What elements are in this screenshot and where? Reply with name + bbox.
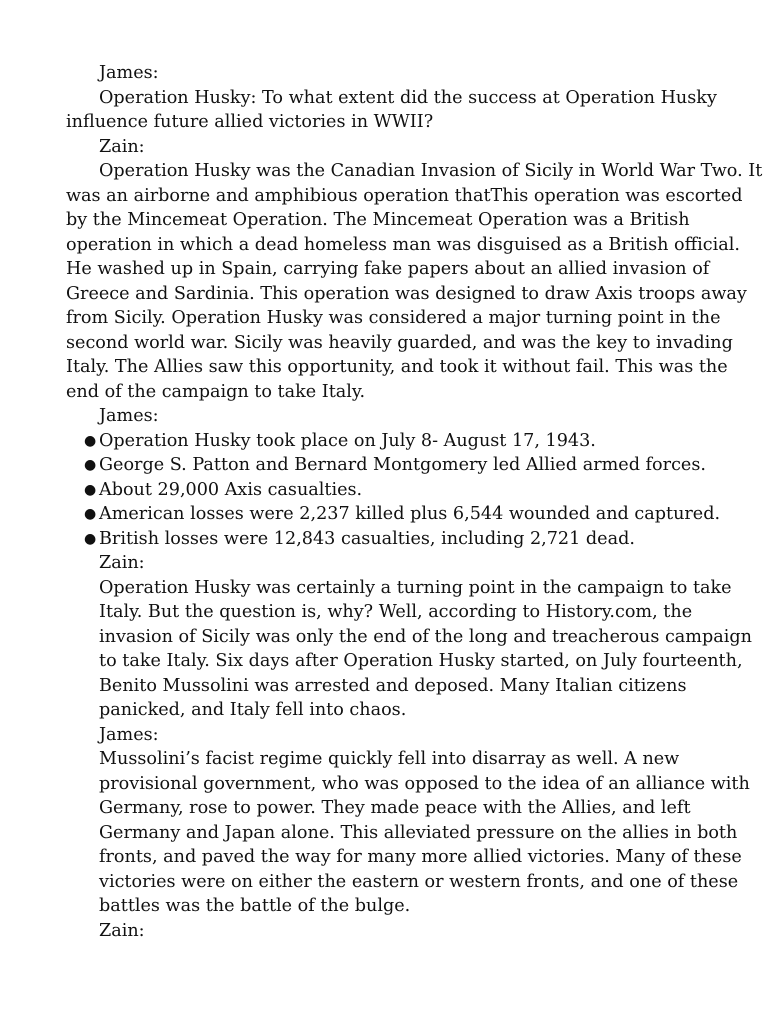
bullet-icon: ●	[84, 432, 97, 449]
list-item-text: George S. Patton and Bernard Montgomery led Allied armed forces.	[99, 455, 706, 475]
list-item-text: Operation Husky took place on July 8- August 17, 1943.	[99, 430, 596, 451]
question-paragraph: Operation Husky: To what extent did the success at Operation Husky influence future allied victories in WWII?	[66, 87, 717, 132]
list-item	[66, 502, 764, 527]
speaker-label: Zain:	[99, 136, 145, 157]
document-body	[66, 61, 764, 943]
bullet-icon: ●	[84, 457, 97, 473]
speaker-label: Zain:	[99, 553, 145, 573]
facts-bullet-list	[66, 429, 764, 552]
list-item	[66, 527, 764, 552]
analysis-paragraph: Operation Husky was certainly a turning point in the campaign to take Italy. But the question is, why? Well, according to History.com, the invasion of Sicily was only the end of the long and treacherous campaign to take Italy. Six days after Operation Husky started, on July fourteenth, Benito Mussolini was arrested and deposed. Many Italian citizens panicked, and Italy fell into chaos.	[99, 577, 752, 720]
list-item-text: American losses were 2,237 killed plus 6,544 wounded and captured.	[99, 504, 721, 524]
intro-paragraph: Operation Husky was the Canadian Invasion of Sicily in World War Two. It was an airborne and amphibious operation thatThis operation was escorted by the Mincemeat Operation. The Mincemeat Operation was a British operation in which a dead homeless man was disguised as a British official. He washed up in Spain, carrying fake papers about an allied invasion of Greece and Sardinia. This operation was designed to draw Axis troops away from Sicily. Operation Husky was considered a major turning point in the second world war. Sicily was heavily guarded, and was the key to invading Italy. The Allies saw this opportunity, and took it without fail. This was the end of the campaign to take Italy.	[66, 161, 763, 402]
speaker-label: James:	[99, 724, 159, 745]
bullet-icon: ●	[84, 530, 97, 547]
bullet-icon: ●	[84, 506, 97, 522]
list-item	[66, 429, 764, 454]
consequences-paragraph: Mussolini’s facist regime quickly fell into disarray as well. A new provisional government, who was opposed to the idea of an alliance with Germany, rose to power. They made peace with the Allies, and left Germany and Japan alone. This alleviated pressure on the allies in both fronts, and paved the way for many more allied victories. Many of these victories were on either the eastern or western fronts, and one of these battles was the battle of the bulge.	[99, 749, 750, 916]
list-item	[66, 478, 764, 503]
list-item-text: British losses were 12,843 casualties, including 2,721 dead.	[99, 528, 635, 549]
list-item	[66, 453, 764, 478]
speaker-label: James:	[99, 406, 159, 426]
speaker-label: Zain:	[99, 920, 145, 941]
speaker-label: James:	[99, 63, 159, 83]
bullet-icon: ●	[84, 481, 97, 498]
list-item-text: About 29,000 Axis casualties.	[99, 479, 363, 500]
